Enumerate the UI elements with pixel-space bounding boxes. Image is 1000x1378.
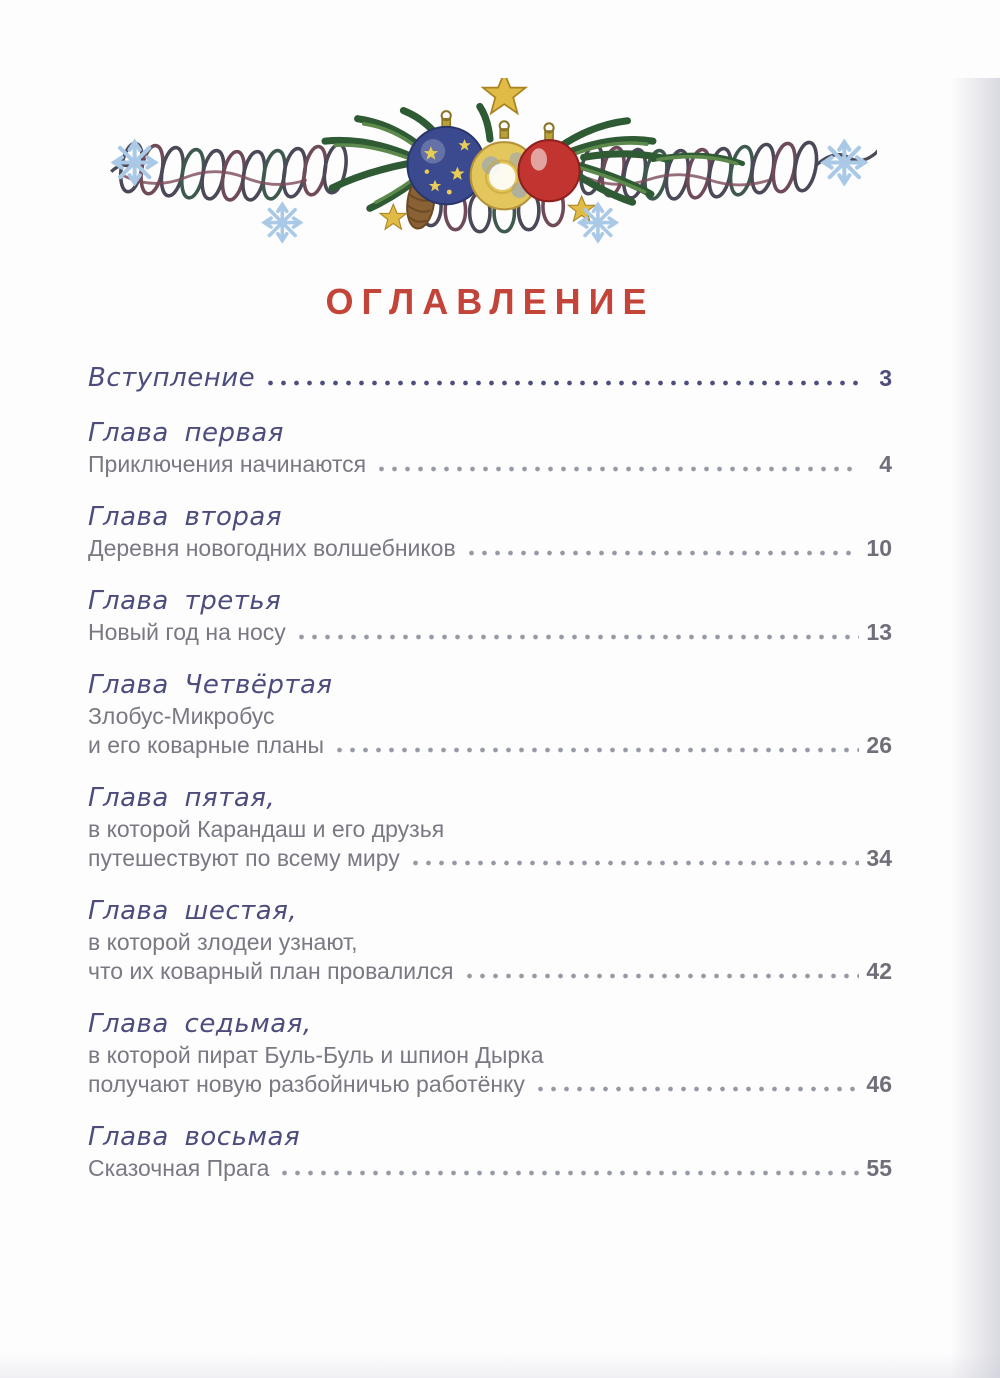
- toc-entry: [88, 417, 892, 479]
- toc-entry: [88, 782, 892, 873]
- toc-entry-line: и его коварные планы: [88, 732, 325, 758]
- toc-entry: [88, 585, 892, 647]
- page-number: 3: [879, 365, 892, 391]
- toc-entry-line: путешествуют по всему миру: [88, 845, 400, 871]
- toc-entry-heading: Глава восьмая: [88, 1122, 301, 1152]
- toc-entry-heading: Глава Четвёртая: [88, 670, 333, 700]
- dot-leader: [333, 745, 859, 755]
- page-number: 55: [866, 1155, 892, 1181]
- toc-entry: [88, 669, 892, 760]
- toc-entry-heading: Глава седьмая,: [88, 1009, 312, 1039]
- dot-leader: [465, 548, 859, 558]
- toc-entry-line: Сказочная Прага: [88, 1155, 270, 1181]
- dot-leader: [278, 1168, 859, 1178]
- page-number: 4: [879, 451, 892, 477]
- page-number: 10: [866, 535, 892, 561]
- toc-entry-line: в которой пират Буль-Буль и шпион Дырка: [88, 1042, 544, 1068]
- toc-entry-line: Деревня новогодних волшебников: [88, 535, 456, 561]
- toc-entry-line: в которой злодеи узнают,: [88, 929, 358, 955]
- toc-entry: [88, 1008, 892, 1099]
- christmas-garland-illustration: [103, 78, 877, 246]
- page-number: 42: [866, 958, 892, 984]
- toc-entry-line: получают новую разбойничью работёнку: [88, 1071, 525, 1097]
- toc-entry-line: что их коварный план провалился: [88, 958, 454, 984]
- toc-entry-line: Новый год на носу: [88, 619, 286, 645]
- toc-leader-row: [88, 534, 892, 563]
- garland-svg: [103, 78, 877, 246]
- toc-entry-line: Приключения начинаются: [88, 451, 367, 477]
- dot-leader: [375, 464, 859, 474]
- toc-entry-heading: Глава вторая: [88, 502, 283, 532]
- toc-leader-row: [88, 731, 892, 760]
- toc-leader-row: [88, 450, 892, 479]
- page-number: 13: [866, 619, 892, 645]
- toc-entry-heading: Глава пятая,: [88, 783, 276, 813]
- toc-entry-line: в которой Карандаш и его друзья: [88, 816, 445, 842]
- dot-leader: [295, 632, 859, 642]
- toc-entry: [88, 362, 892, 395]
- page-number: 34: [866, 845, 892, 871]
- toc-entry-heading: Глава первая: [88, 418, 284, 448]
- dot-leader: [409, 858, 859, 868]
- page-number: 26: [866, 732, 892, 758]
- toc-entry-heading: Глава третья: [88, 586, 282, 616]
- toc-entry-heading: Вступление: [88, 363, 256, 393]
- toc-entry: [88, 895, 892, 986]
- book-page-scan: [0, 78, 1000, 1183]
- toc-entry: [88, 1121, 892, 1183]
- page-number: 46: [866, 1071, 892, 1097]
- toc-leader-row: [88, 1070, 892, 1099]
- scan-page-edge-bottom: [0, 1352, 1000, 1378]
- toc-leader-row: [88, 844, 892, 873]
- dot-leader: [534, 1084, 859, 1094]
- dot-leader: [264, 378, 859, 388]
- page-title: ОГЛАВЛЕНИЕ: [325, 281, 655, 322]
- dot-leader: [463, 971, 860, 981]
- toc-entry-heading: Глава шестая,: [88, 896, 298, 926]
- toc-leader-row: [88, 618, 892, 647]
- toc-list: [88, 362, 892, 1183]
- toc-entry-line: Злобус-Микробус: [88, 703, 275, 729]
- toc-leader-row: [88, 362, 892, 395]
- red-bauble: [519, 123, 580, 201]
- toc-leader-row: [88, 1154, 892, 1183]
- toc-entry: [88, 501, 892, 563]
- toc-leader-row: [88, 957, 892, 986]
